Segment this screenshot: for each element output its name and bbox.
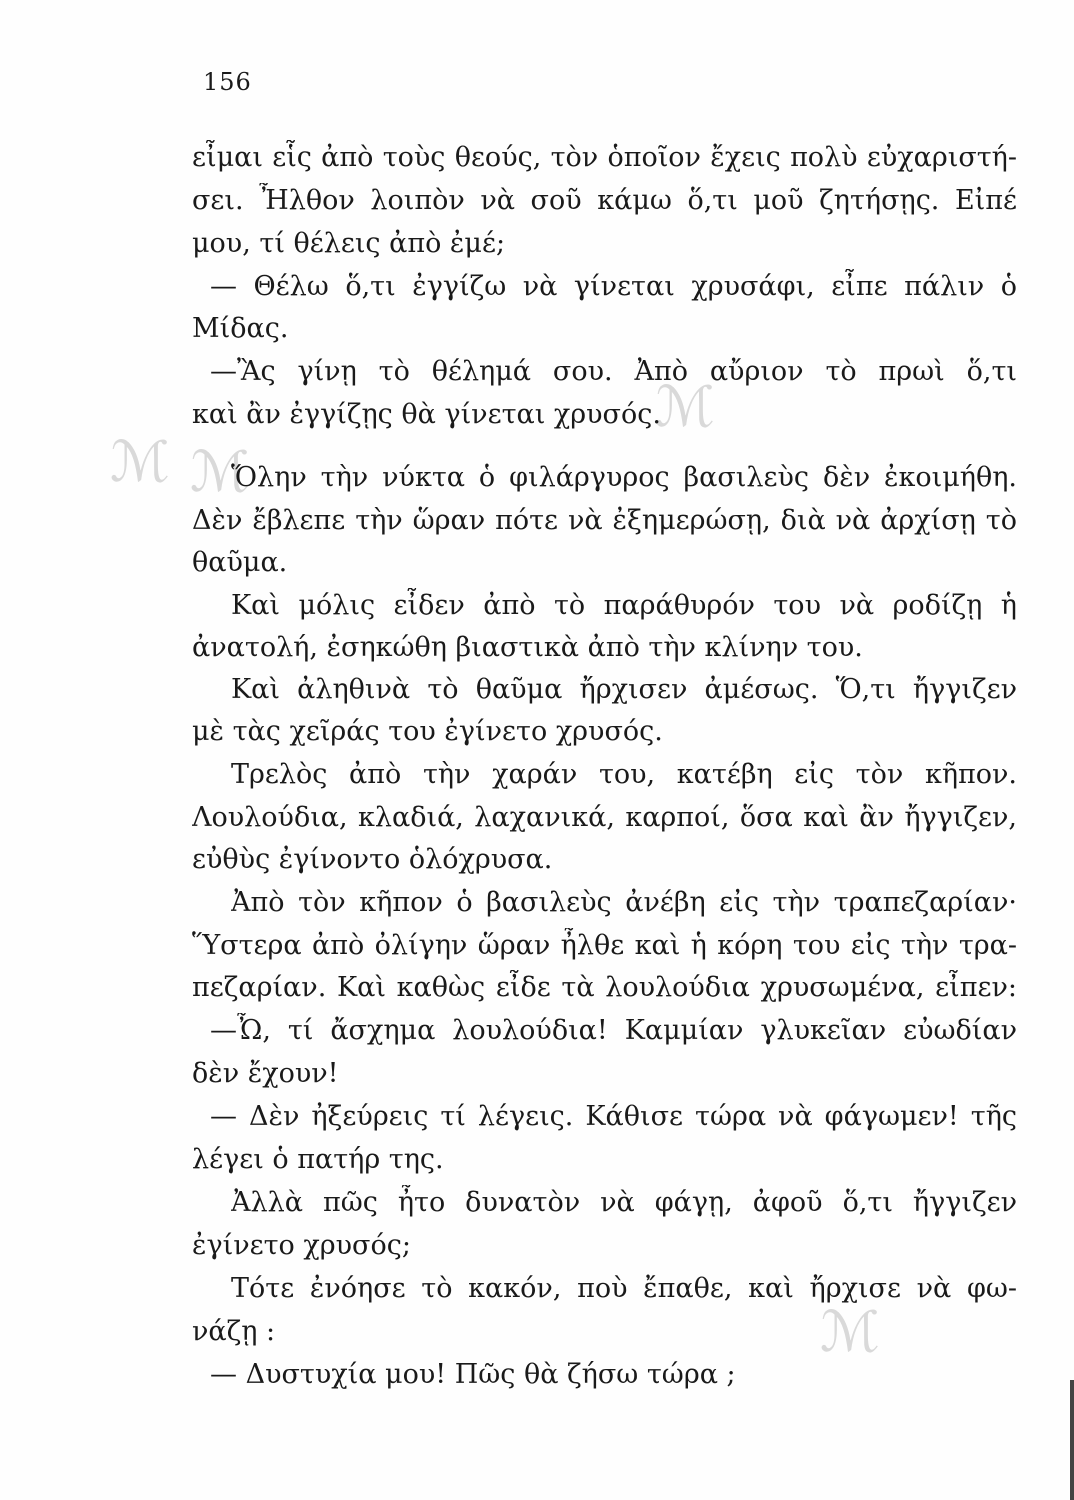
text-line: Ἀλλὰ πῶς ἦτο δυνατὸν νὰ φάγῃ, ἀφοῦ ὅ,τι ἤγγιζεν <box>231 1187 1017 1218</box>
text-line: εἶμαι εἷς ἀπὸ τοὺς θεούς, τὸν ὁποῖον ἔχεις πολὺ εὐχαριστή- <box>192 142 1017 173</box>
text-line: Τρελὸς ἀπὸ τὴν χαράν του, κατέβη εἰς τὸν κῆπον. <box>231 759 1017 790</box>
text-line: — Δὲν ἠξεύρεις τί λέγεις. Κάθισε τώρα νὰ φάγωμεν! τῆς <box>210 1101 1017 1132</box>
text-line: μὲ τὰς χεῖράς του ἐγίνετο χρυσός. <box>192 716 663 747</box>
text-line: ἐγίνετο χρυσός; <box>192 1230 411 1261</box>
text-line: Καὶ μόλις εἶδεν ἀπὸ τὸ παράθυρόν του νὰ ροδίζῃ ἡ <box>231 590 1017 621</box>
text-line: — Θέλω ὅ,τι ἐγγίζω νὰ γίνεται χρυσάφι, εἶπε πάλιν ὁ <box>210 271 1017 302</box>
text-line: λέγει ὁ πατήρ της. <box>192 1144 444 1175</box>
pencil-mark: ℳ <box>110 430 170 495</box>
text-line: Ὅλην τὴν νύκτα ὁ φιλάργυρος βασιλεὺς δὲν ἐκοιμήθη. <box>231 462 1017 493</box>
pencil-mark: ℳ <box>655 375 715 440</box>
text-line: εὐθὺς ἐγίνοντο ὁλόχρυσα. <box>192 844 553 875</box>
pencil-mark: ℳ <box>820 1300 880 1365</box>
scan-edge <box>1070 1380 1074 1500</box>
text-line: θαῦμα. <box>192 547 288 578</box>
text-line: Τότε ἐνόησε τὸ κακόν, ποὺ ἔπαθε, καὶ ἤρχισε νὰ φω- <box>231 1273 1017 1304</box>
text-line: δὲν ἔχουν! <box>192 1058 339 1089</box>
page-number: 156 <box>203 68 252 96</box>
text-line: μου, τί θέλεις ἀπὸ ἐμέ; <box>192 228 506 259</box>
text-line: καὶ ἂν ἐγγίζῃς θὰ γίνεται χρυσός. <box>192 399 661 430</box>
text-line: Ὕστερα ἀπὸ ὀλίγην ὥραν ἦλθε καὶ ἡ κόρη του εἰς τὴν τρα- <box>192 930 1017 961</box>
text-line: Λουλούδια, κλαδιά, λαχανικά, καρποί, ὅσα καὶ ἂν ἤγγιζεν, <box>192 802 1017 833</box>
text-line: Ἀπὸ τὸν κῆπον ὁ βασιλεὺς ἀνέβη εἰς τὴν τραπεζαρίαν· <box>231 887 1017 918</box>
pencil-mark: ℳ <box>190 440 250 505</box>
text-line: Δὲν ἔβλεπε τὴν ὥραν πότε νὰ ἐξημερώσῃ, διὰ νὰ ἀρχίσῃ τὸ <box>192 505 1017 536</box>
text-line: Μίδας. <box>192 313 289 344</box>
text-line: νάζῃ : <box>192 1316 276 1347</box>
text-line: πεζαρίαν. Καὶ καθὼς εἶδε τὰ λουλούδια χρυσωμένα, εἶπεν: <box>192 972 1017 1003</box>
text-line: σει. Ἦλθον λοιπὸν νὰ σοῦ κάμω ὅ,τι μοῦ ζητήσῃς. Εἰπέ <box>192 185 1017 216</box>
text-line: —Ἂς γίνῃ τὸ θέλημά σου. Ἀπὸ αὔριον τὸ πρωὶ ὅ,τι <box>210 356 1017 387</box>
text-line: Καὶ ἀληθινὰ τὸ θαῦμα ἤρχισεν ἀμέσως. Ὅ,τι ἤγγιζεν <box>231 674 1017 705</box>
text-line: ἀνατολή, ἐσηκώθη βιαστικὰ ἀπὸ τὴν κλίνην του. <box>192 632 863 663</box>
text-line: —Ὦ, τί ἄσχημα λουλούδια! Καμμίαν γλυκεῖαν εὐωδίαν <box>210 1015 1017 1046</box>
text-line: — Δυστυχία μου! Πῶς θὰ ζήσω τώρα ; <box>210 1359 736 1390</box>
